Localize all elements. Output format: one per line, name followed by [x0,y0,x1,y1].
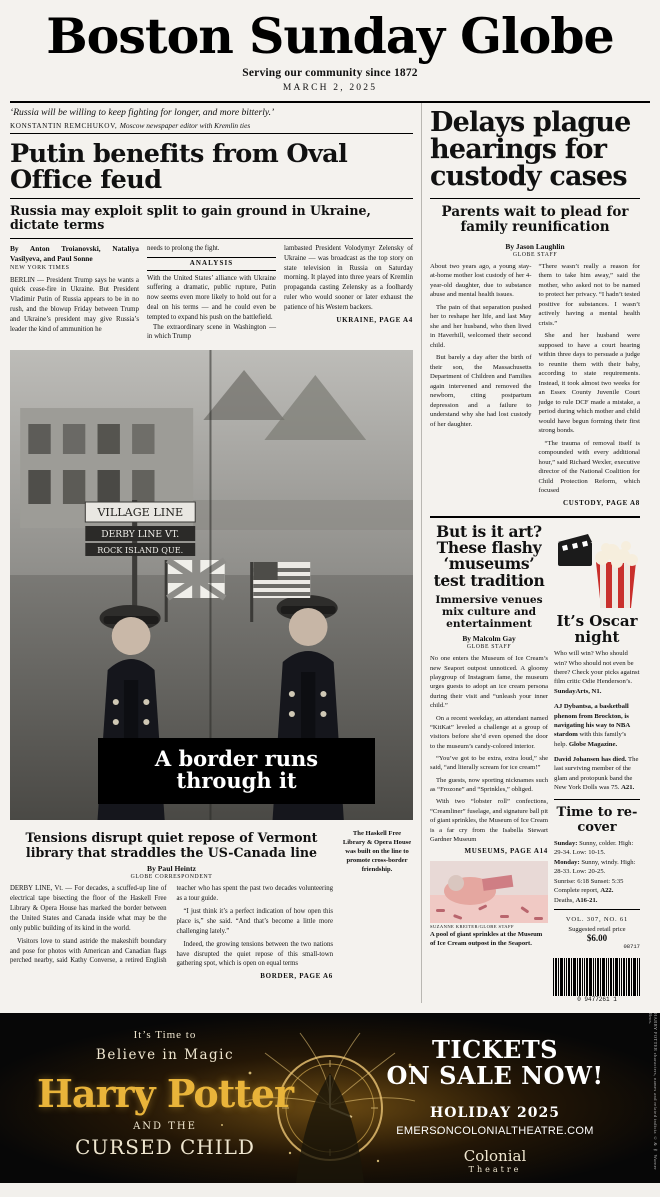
divider [430,516,640,518]
masthead [0,0,660,101]
weather-sunday-label: Sunday: [554,839,578,847]
weather-monday-text: Sunny, windy. High: 28-33. Low: 20-25. [554,858,636,876]
lead-headline[interactable]: Putin benefits from Oval Office feud [10,138,348,195]
lead-photo-block [10,350,413,820]
art-para-1: No one enters the Museum of Ice Cream’s new Seaport outpost unnoticed. A gloomy playgroup of Instagram fame, the museum urges guests to adopt an ice cream persona during their visit and “unleash your inner child.” [430,655,548,710]
svg-text:DERBY LINE VT.: DERBY LINE VT. [101,530,180,541]
newspaper-title: Boston Sunday Globe [46,7,614,65]
art-para-3: “You’ve got to be extra, extra loud,” she said, “and literally scream for ice cream!” [430,754,548,772]
lead-para-1: BERLIN — President Trump says he wants a quick cease-fire in Ukraine. But President Vladimir Putin of Russia appears to be in no rush, and the blowup Friday between Trump and Ukraine’s president may give Russia’s leader the kind of ammunition he [10,276,139,333]
promo-3-ref[interactable]: A21. [621,784,635,792]
price-label: Suggested retail price [568,926,626,934]
weather-sunday [554,839,640,858]
art-headline[interactable] [430,521,548,590]
art-story [430,521,548,1004]
delays-para-6: “The trauma of removal itself is compounded with every additional hour,” said Richard Wexler, executive director of the National Coalition for Child Protection Reform, which focused [538,439,640,495]
analysis-tag: ANALYSIS [147,257,276,271]
art-headline-l3: ‘museums’ [443,554,535,574]
border-para-4: Indeed, the growing tensions between the two nations have disrupted the quiet repose of this small-town gathering spot, which is open on equal terms [176,940,333,968]
ad-url[interactable]: EMERSONCOLONIALTHEATRE.COM [396,1125,594,1138]
svg-text:ROCK ISLAND QUE.: ROCK ISLAND QUE. [97,546,184,556]
photo-overlay-headline [98,738,375,804]
divider [554,799,640,800]
art-byline: By Malcolm Gay [462,634,516,644]
oscar-promo-2 [554,702,640,749]
left-column [10,103,422,1003]
masthead-tagline: Serving our community since 1872 [242,67,418,79]
lead-para-2a: needs to prolong the fight. [147,244,220,252]
ad-line-1: It’s Time to [133,1029,197,1042]
delays-col-2 [539,262,641,509]
art-jump-line[interactable]: MUSEUMS, PAGE A14 [464,847,548,856]
art-byline-org: GLOBE STAFF [466,644,512,651]
popcorn-svg [554,524,640,610]
ice-cream-photo-credit: SUZANNE KREITER/GLOBE STAFF [430,924,514,930]
ad-tickets-line-1: TICKETS [431,1035,559,1065]
art-para-5: With two “lobster roll” confections, “Creamliner” fuselage, and signature ball pit of giant sprinkles, the Museum of Ice Cream is a far cry from the Isabella Stewart Gardner Museum [430,798,548,843]
art-para-2: On a recent weekday, an attendant named “KitKat” leveled a challenge at a group of visitors before she’d even opened the door to the museum’s candy-colored interior. [430,714,548,750]
weather-sun-times: Sunrise: 6:18 Sunset: 5:35 [554,877,624,885]
promo-3-rest: The last surviving member of the glam and protopunk band the New York Dolls was 75. [554,756,639,792]
delays-deck: Parents wait to plead for family reunification [441,204,629,236]
ad-subtitle: CURSED CHILD [75,1135,255,1160]
oscar-promo-1-text: Who will win? Who should win? Who should not even be there? Check your picks against film critic Odie Henderson’s. [554,650,640,686]
lead-col-3 [284,244,413,342]
lead-col-1 [10,244,139,342]
divider [430,198,640,199]
lead-byline-org: NEW YORK TIMES [10,265,70,272]
ad-line-2: Believe in Magic [95,1047,235,1064]
weather-block [554,839,640,906]
ad-venue [330,1147,660,1174]
border-para-3: “I just think it’s a perfect indication of how open this place is,” she said. “And that’s become a little more challenging lately.” [176,908,333,935]
weather-monday-label: Monday: [554,858,580,866]
ad-and: AND THE [133,1121,197,1133]
ad-title: Harry Potter [36,1071,294,1117]
divider [10,238,413,239]
weather-monday [554,858,640,877]
delays-byline-org: GLOBE STAFF [512,251,558,258]
lead-quote-credit [10,121,413,134]
oscar-headline[interactable]: It’s Oscar night [556,611,638,646]
border-story-body [10,884,333,969]
delays-jump-line[interactable]: CUSTODY, PAGE A8 [562,498,640,507]
weather-headline: Time to re-cover [556,804,638,835]
lead-jump-line[interactable]: UKRAINE, PAGE A4 [336,315,413,324]
volume-line: VOL. 307, NO. 61 [565,916,629,924]
border-para-2: Visitors love to stand astride the makeshift boundary and pose for photos with American and Canadian flags perched nearby, said Kathy Converse, a retired English teacher who has spent the past two decades volunteering as a tour guide. [10,885,333,965]
border-jump-line[interactable]: BORDER, PAGE A6 [260,972,333,981]
lead-para-2b: With the United States’ alliance with Ukraine suffering a dramatic, public rupture, Putin now seems even more likely to hold out for a deal on his terms — and he could even be tempted to expand his push on the battlefield. [147,274,276,321]
delays-headline[interactable]: Delays plague hearings for custody cases [430,107,631,192]
weather-report-ref[interactable] [554,886,640,896]
border-story-main [10,828,333,980]
delays-para-3: But barely a day after the birth of their son, the Massachusetts Department of Children and Families again intervened and removed the newborn, citing postpartum depression and a failure to understand why she had lost custody of her daughter. [430,354,532,428]
oscar-promo-1-ref[interactable]: SundayArts, N1. [554,687,602,695]
clapperboard-icon [558,534,592,566]
lower-right-block [430,521,640,1004]
promo-2-rest: with this family’s help. [554,731,627,748]
overlay-line-1: A border runs [154,746,319,772]
popcorn-illustration [554,524,640,610]
deaths-ref[interactable] [554,896,640,906]
ad-venue-line-2: Theatre [468,1165,522,1175]
oscar-promo-column [554,524,640,1004]
barcode-block [554,958,640,996]
lead-quote-credit-name: KONSTANTIN REMCHUKOV, [10,121,118,130]
svg-text:VILLAGE LINE: VILLAGE LINE [97,506,184,520]
delays-para-4: “There wasn’t really a reason for them to take him away,” said the mother, who asked not to be named to protect her privacy. “I hadn’t tested positive for substances. I wasn’t actively having a mental health crisis.” [538,262,640,327]
lead-deck: Russia may exploit split to gain ground in Ukraine, dictate terms [10,202,371,233]
barcode-number: 0 9477261 1 [577,996,617,1004]
lead-pull-quote: ‘Russia will be willing to keep fighting for longer, and more bitterly.’ [10,107,275,118]
border-para-1: DERBY LINE, Vt. — For decades, a scuffed-up line of electrical tape bisecting the floor of the Haskell Free Library & Opera House has marked the border between the United States and Canada inside what may be the only public building of its kind in the world. [10,885,167,932]
art-headline-l1: But is it art? [436,521,542,541]
ice-cream-photo-caption: A pool of giant sprinkles at the Museum of Ice Cream outpost in the Seaport. [430,931,543,948]
ice-cream-photo [430,861,548,923]
border-story-byline: By Paul Heintz [147,864,196,874]
lead-byline: By Anton Troianovski, Nataliya Vasilyeva, and Paul Sonne [10,243,139,263]
ad-venue-line-1: Colonial [463,1147,527,1166]
bottom-advertisement[interactable] [0,1013,660,1183]
deaths-pages: A16-21. [575,896,598,904]
art-body [430,654,548,844]
delays-body [430,262,640,509]
barcode [553,958,641,996]
ad-right-panel [330,1013,660,1183]
overlay-line-2: through it [176,768,297,794]
art-deck: Immersive venues mix culture and entertainment [435,593,543,631]
border-story-byline-org: GLOBE CORRESPONDENT [130,874,213,881]
weather-sunday-text: Sunny, colder. High: 29-34. Low: 10-15. [554,839,634,857]
deaths-label: Deaths, [554,896,574,904]
art-headline-l2: These flashy [436,538,542,558]
price-value: $6.00 [586,933,608,944]
promo-2-lead: AJ Dybantsa, a basketball phenom from Brockton, is navigating his way to NBA stardom [554,703,630,739]
lead-quote-credit-title: Moscow newspaper editor with Kremlin ties [119,120,251,130]
ad-legal-text: HARRY POTTER characters, names and related indicia © & ™ Warner Bros. [648,1013,658,1171]
oscar-promo-3 [554,755,640,793]
ad-tickets-line-2: ON SALE NOW! [386,1061,604,1091]
front-page-columns [0,103,660,1003]
lead-para-2c: The extraordinary scene in Washington — in which Trump [147,323,276,341]
oscar-promo-1 [554,649,640,696]
price-block [554,926,640,943]
weather-report-page: A22. [600,887,614,895]
delays-para-5: She and her husband were supposed to have a court hearing within three days to persuade a judge to reunite them with their baby, according to state requirements. Instead, it took almost two weeks for an Essex County Juvenile Court judge to rule DCF made a mistake, a period during which mother and child would have begun forming their first strong bonds. [538,332,640,435]
popcorn-box [595,541,638,608]
delays-col-1 [430,262,532,509]
border-story-headline[interactable]: Tensions disrupt quiet repose of Vermont library that straddles the US-Canada line [25,830,318,861]
divider [10,198,413,199]
ice-cream-photo-illustration [430,861,548,923]
art-para-4: The guests, now sporting nicknames such as “Frozone” and “Sprinkles,” obliged. [430,776,548,794]
border-photo-caption: The Haskell Free Library & Opera House was built on the line to promote cross-border friendship. [342,830,412,873]
border-story-block [10,828,413,980]
weather-report-label: Complete report, [554,887,599,895]
masthead-date: MARCH 2, 2025 [282,83,378,93]
right-column [422,103,640,1003]
promo-2-ref[interactable]: Globe Magazine. [568,740,618,748]
ad-holiday: HOLIDAY 2025 [430,1105,560,1122]
promo-3-lead: David Johansen has died. [554,756,627,764]
delays-para-1: About two years ago, a young stay-at-home mother lost custody of her 4-year-old daughter, due to substance abuse and mental health issues. [430,262,532,299]
art-headline-l4: test tradition [433,570,545,590]
lead-story-body [10,244,413,342]
divider [554,909,640,910]
delays-byline: By Jason Laughlin [505,241,565,251]
lead-para-3a: lambasted President Volodymyr Zelensky of Ukraine — was broadcast as the top story on state television in Russia on Saturday morning. It played into three years of Kremlin propaganda casting Zelensky as a foolhardy ruler who would sooner or later exhaust the patience of his Western backers. [284,244,413,311]
delays-para-2: The pain of that separation pushed her to reshape her life, and last May she and her husband, who then lived in Haverhill, welcomed their second child. [430,303,532,349]
lead-col-2 [147,244,276,342]
barcode-top-number: 08717 [623,943,640,951]
ad-left-panel [0,1013,330,1183]
